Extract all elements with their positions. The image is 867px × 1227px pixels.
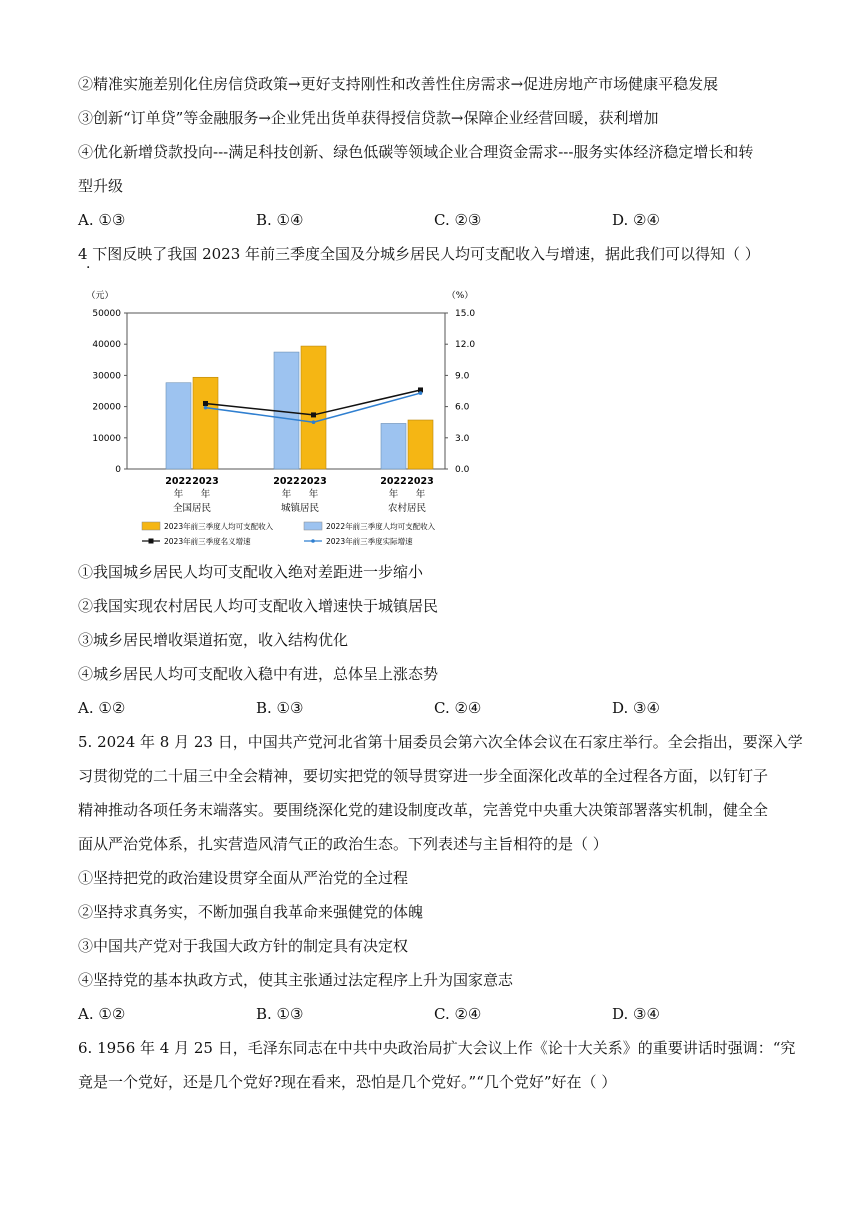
legend-marker-nominal [149, 539, 154, 544]
right-tick-label: 0.0 [455, 465, 470, 475]
left-tick-label: 0 [115, 465, 121, 475]
q5-option-b[interactable]: B. ①③ [256, 1005, 304, 1023]
nominal-growth-point [203, 401, 208, 406]
q6-stem-line2: 竟是一个党好，还是几个党好?现在看来，恐怕是几个党好。”“几个党好”好在（ ） [78, 1073, 617, 1091]
q6-stem-line1: 6. 1956 年 4 月 25 日，毛泽东同志在中共中央政治局扩大会议上作《论十大关系》的重要讲话时强调：“究 [78, 1039, 796, 1057]
real-growth-point [312, 420, 316, 424]
legend-swatch-2022-income [304, 522, 322, 530]
bar-2023-income [193, 377, 218, 469]
legend-marker-real [311, 539, 315, 543]
group-year-a: 2022 [165, 476, 192, 487]
legend-2023-income: 2023年前三季度人均可支配收入 [164, 522, 274, 531]
left-axis-unit: （元） [86, 291, 114, 301]
real-growth-point [419, 391, 423, 395]
group-name: 农村居民 [387, 503, 427, 514]
q4-option-a[interactable]: A. ①② [78, 699, 126, 717]
group-name: 城镇居民 [280, 503, 320, 514]
bar-2022-income [381, 423, 406, 469]
group-year-b: 2023 [407, 476, 434, 487]
group-nian-b: 年 [200, 489, 211, 500]
left-tick-label: 30000 [92, 371, 121, 382]
q4-dot: · [86, 260, 91, 276]
left-tick-label: 10000 [92, 433, 121, 444]
q4-item-3: ③城乡居民增收渠道拓宽，收入结构优化 [78, 631, 349, 649]
q3-option-a[interactable]: A. ①③ [78, 211, 126, 229]
q4-option-c[interactable]: C. ②④ [434, 699, 482, 717]
q5-item-4: ④坚持党的基本执政方式，使其主张通过法定程序上升为国家意志 [78, 971, 514, 989]
q4-option-d[interactable]: D. ③④ [612, 699, 660, 717]
group-year-a: 2022 [273, 476, 300, 487]
left-tick-label: 40000 [92, 340, 121, 351]
q5-option-c[interactable]: C. ②④ [434, 1005, 482, 1023]
q5-stem-line1: 5. 2024 年 8 月 23 日，中国共产党河北省第十届委员会第六次全体会议在石家庄举行。全会指出，要深入学 [78, 733, 803, 751]
q5-option-a[interactable]: A. ①② [78, 1005, 126, 1023]
bar-2023-income [301, 346, 326, 469]
q3-option-b[interactable]: B. ①④ [256, 211, 304, 229]
right-tick-label: 15.0 [455, 309, 476, 319]
q4-item-2: ②我国实现农村居民人均可支配收入增速快于城镇居民 [78, 597, 439, 615]
right-tick-label: 6.0 [455, 402, 470, 413]
legend-nominal-growth: 2023年前三季度名义增速 [164, 537, 251, 546]
income-chart [78, 286, 478, 556]
left-tick-label: 20000 [92, 402, 121, 413]
q4-item-1: ①我国城乡居民人均可支配收入绝对差距进一步缩小 [78, 563, 424, 581]
group-nian-b: 年 [308, 489, 319, 500]
q5-item-2: ②坚持求真务实，不断加强自我革命来强健党的体魄 [78, 903, 424, 921]
q4-item-4: ④城乡居民人均可支配收入稳中有进，总体呈上涨态势 [78, 665, 439, 683]
right-tick-label: 9.0 [455, 371, 470, 382]
q4-option-b[interactable]: B. ①③ [256, 699, 304, 717]
group-year-a: 2022 [380, 476, 407, 487]
group-nian-a: 年 [281, 489, 292, 500]
q4-stem: 4 下图反映了我国 2023 年前三季度全国及分城乡居民人均可支配收入与增速，据此我们可以得知（ ） [78, 245, 760, 263]
nominal-growth-point [311, 412, 316, 417]
group-nian-a: 年 [173, 489, 184, 500]
group-year-b: 2023 [300, 476, 327, 487]
q5-stem-line3: 精神推动各项任务末端落实。要围绕深化党的建设制度改革，完善党中央重大决策部署落实机制，健全全 [78, 801, 769, 819]
q5-stem-line2: 习贯彻党的二十届三中全会精神，要切实把党的领导贯穿进一步全面深化改革的全过程各方面，以钉钉子 [78, 767, 769, 785]
bar-2022-income [166, 383, 191, 469]
left-tick-label: 50000 [92, 309, 121, 319]
q3-item-3: ③创新“订单贷”等金融服务→企业凭出货单获得授信贷款→保障企业经营回暖，获利增加 [78, 109, 659, 127]
q5-item-3: ③中国共产党对于我国大政方针的制定具有决定权 [78, 937, 409, 955]
group-nian-b: 年 [415, 489, 426, 500]
group-year-b: 2023 [192, 476, 219, 487]
right-axis-unit: （%） [446, 291, 474, 301]
q3-item-4-line2: 型升级 [78, 177, 124, 195]
q5-stem-line4: 面从严治党体系，扎实营造风清气正的政治生态。下列表述与主旨相符的是（ ） [78, 835, 608, 853]
right-tick-label: 3.0 [455, 433, 470, 444]
q3-option-d[interactable]: D. ②④ [612, 211, 660, 229]
q3-item-2: ②精准实施差别化住房信贷政策→更好支持刚性和改善性住房需求→促进房地产市场健康平稳发展 [78, 75, 719, 93]
q5-item-1: ①坚持把党的政治建设贯穿全面从严治党的全过程 [78, 869, 409, 887]
legend-real-growth: 2023年前三季度实际增速 [326, 537, 413, 546]
legend-2022-income: 2022年前三季度人均可支配收入 [326, 522, 436, 531]
legend-swatch-2023-income [142, 522, 160, 530]
bar-2023-income [408, 420, 433, 469]
q5-option-d[interactable]: D. ③④ [612, 1005, 660, 1023]
group-nian-a: 年 [388, 489, 399, 500]
real-growth-point [204, 406, 208, 410]
right-tick-label: 12.0 [455, 340, 476, 351]
q3-option-c[interactable]: C. ②③ [434, 211, 482, 229]
q3-item-4-line1: ④优化新增贷款投向---满足科技创新、绿色低碳等领域企业合理资金需求---服务实体经济稳定增长和转 [78, 143, 754, 161]
group-name: 全国居民 [172, 503, 212, 514]
